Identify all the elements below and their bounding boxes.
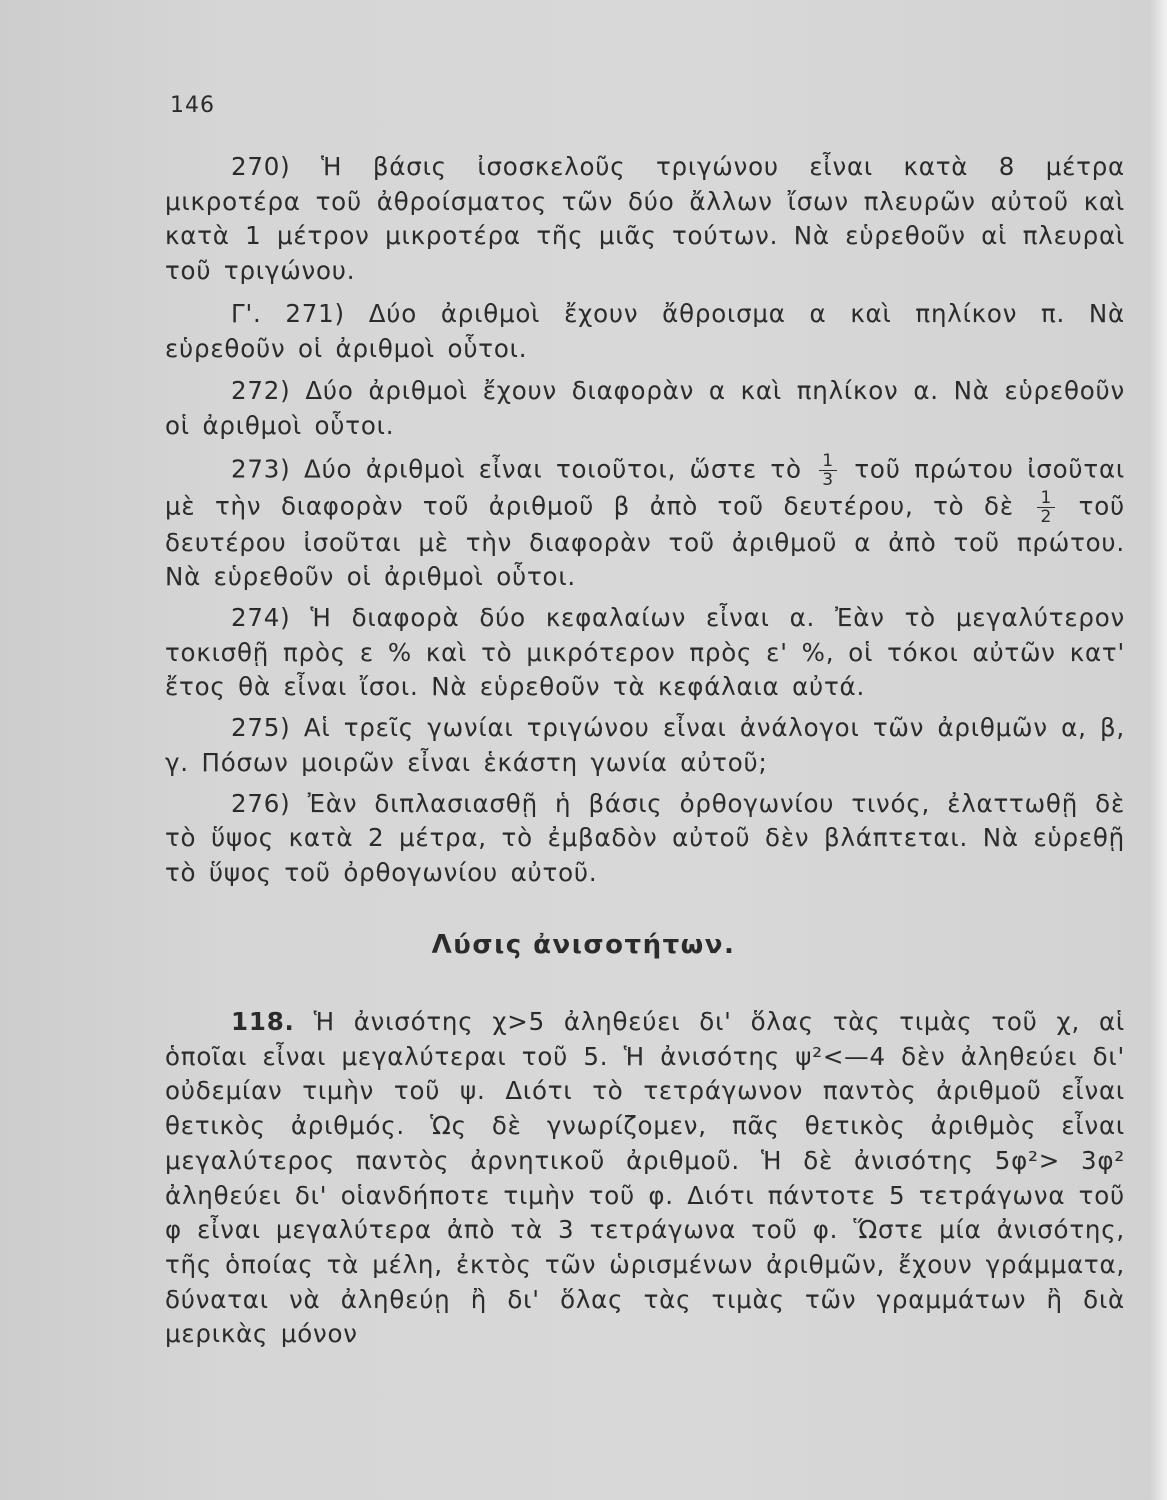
- problem-273-part1: 273) Δύο ἀριθμοὶ εἶναι τοιοῦτοι, ὥστε τὸ: [231, 454, 802, 484]
- fraction-denominator: 3: [822, 469, 834, 490]
- problem-273-part3: τοῦ δευτέρου ἰσοῦται μὲ τὴν διαφορὰν τοῦ ἀριθμοῦ α ἀπὸ τοῦ πρώτου. Νὰ εὑρεθοῦν οἱ ἀριθμοὶ οὗτοι.: [165, 491, 1125, 592]
- page-number: 146: [170, 93, 215, 118]
- problem-272: 272) Δύο ἀριθμοὶ ἔχουν διαφορὰν α καὶ πηλίκον α. Νὰ εὑρεθοῦν οἱ ἀριθμοὶ οὗτοι.: [165, 376, 1125, 440]
- problem-270: 270) Ἡ βάσις ἰσοσκελοῦς τριγώνου εἶναι κατὰ 8 μέτρα μικροτέρα τοῦ ἀθροίσματος τῶν δύο ἄλλων ἴσων πλευρῶν αὐτοῦ καὶ κατὰ 1 μέτρον μικροτέρα τῆς μιᾶς τούτων. Νὰ εὑρεθοῦν αἱ πλευραὶ τοῦ τριγώνου.: [165, 152, 1125, 286]
- problem-275: 275) Αἱ τρεῖς γωνίαι τριγώνου εἶναι ἀνάλογοι τῶν ἀριθμῶν α, β, γ. Πόσων μοιρῶν εἶναι ἑκάστη γωνία αὐτοῦ;: [165, 713, 1125, 777]
- problem-273: [165, 452, 1125, 595]
- fraction-one-half: [1037, 489, 1055, 526]
- page-edge: [1149, 0, 1167, 1500]
- problem-271: Γ'. 271) Δύο ἀριθμοὶ ἔχουν ἄθροισμα α καὶ πηλίκον π. Νὰ εὑρεθοῦν οἱ ἀριθμοὶ οὗτοι.: [165, 298, 1125, 363]
- section-number: 118.: [231, 1007, 295, 1036]
- problem-273-part2: τοῦ πρώτου ἰσοῦται μὲ τὴν διαφορὰν τοῦ ἀριθμοῦ β ἀπὸ τοῦ δευτέρου, τὸ δὲ: [165, 454, 1125, 521]
- problems-block: [165, 150, 1125, 891]
- problem-274: 274) Ἡ διαφορὰ δύο κεφαλαίων εἶναι α. Ἐὰν τὸ μεγαλύτερον τοκισθῇ πρὸς ε % καὶ τὸ μικρότερον πρὸς ε' %, οἱ τόκοι αὐτῶν κατ' ἔτος θὰ εἶναι ἴσοι. Νὰ εὑρεθοῦν τὰ κεφάλαια αὐτά.: [165, 603, 1125, 702]
- section-text: Ἡ ἀνισότης χ>5 ἀληθεύει δι' ὅλας τὰς τιμὰς τοῦ χ, αἱ ὁποῖαι εἶναι μεγαλύτεραι τοῦ 5. Ἡ ἀνισότης ψ²<—4 δὲν ἀληθεύει δι' οὐδεμίαν τιμὴν τοῦ ψ. Διότι τὸ τετράγωνον παντὸς ἀριθμοῦ εἶναι θετικὸς ἀριθμός. Ὡς δὲ γνωρίζομεν, πᾶς θετικὸς ἀριθμὸς εἶναι μεγαλύτερος παντὸς ἀρνητικοῦ ἀριθμοῦ. Ἡ δὲ ἀνισότης 5φ²> 3φ² ἀληθεύει δι' οἱανδήποτε τιμὴν τοῦ φ. Διότι πάντοτε 5 τετράγωνα τοῦ φ εἶναι μεγαλύτερα ἀπὸ τὰ 3 τετράγωνα τοῦ φ. Ὥστε μία ἀνισότης, τῆς ὁποίας τὰ μέλη, ἐκτὸς τῶν ὡρισμένων ἀριθμῶν, ἔχουν γράμματα, δύναται νὰ ἀληθεύῃ ἢ δι' ὅλας τὰς τιμὰς τῶν γραμμάτων ἢ διὰ μερικὰς μόνον: [165, 1007, 1126, 1349]
- section-118: [165, 1005, 1125, 1352]
- fraction-numerator: 1: [819, 452, 837, 471]
- fraction-one-third: [819, 452, 837, 489]
- problem-276: 276) Ἐὰν διπλασιασθῇ ἡ βάσις ὀρθογωνίου τινός, ἐλαττωθῇ δὲ τὸ ὕψος κατὰ 2 μέτρα, τὸ ἐμβαδὸν αὐτοῦ δὲν βλάπτεται. Νὰ εὑρεθῇ τὸ ὕψος τοῦ ὀρθογωνίου αὐτοῦ.: [165, 788, 1125, 887]
- section-heading: Λύσις ἀνισοτήτων.: [431, 930, 736, 960]
- fraction-numerator: 1: [1037, 489, 1055, 508]
- fraction-denominator: 2: [1040, 506, 1053, 527]
- section-118-paragraph: [165, 1005, 1125, 1352]
